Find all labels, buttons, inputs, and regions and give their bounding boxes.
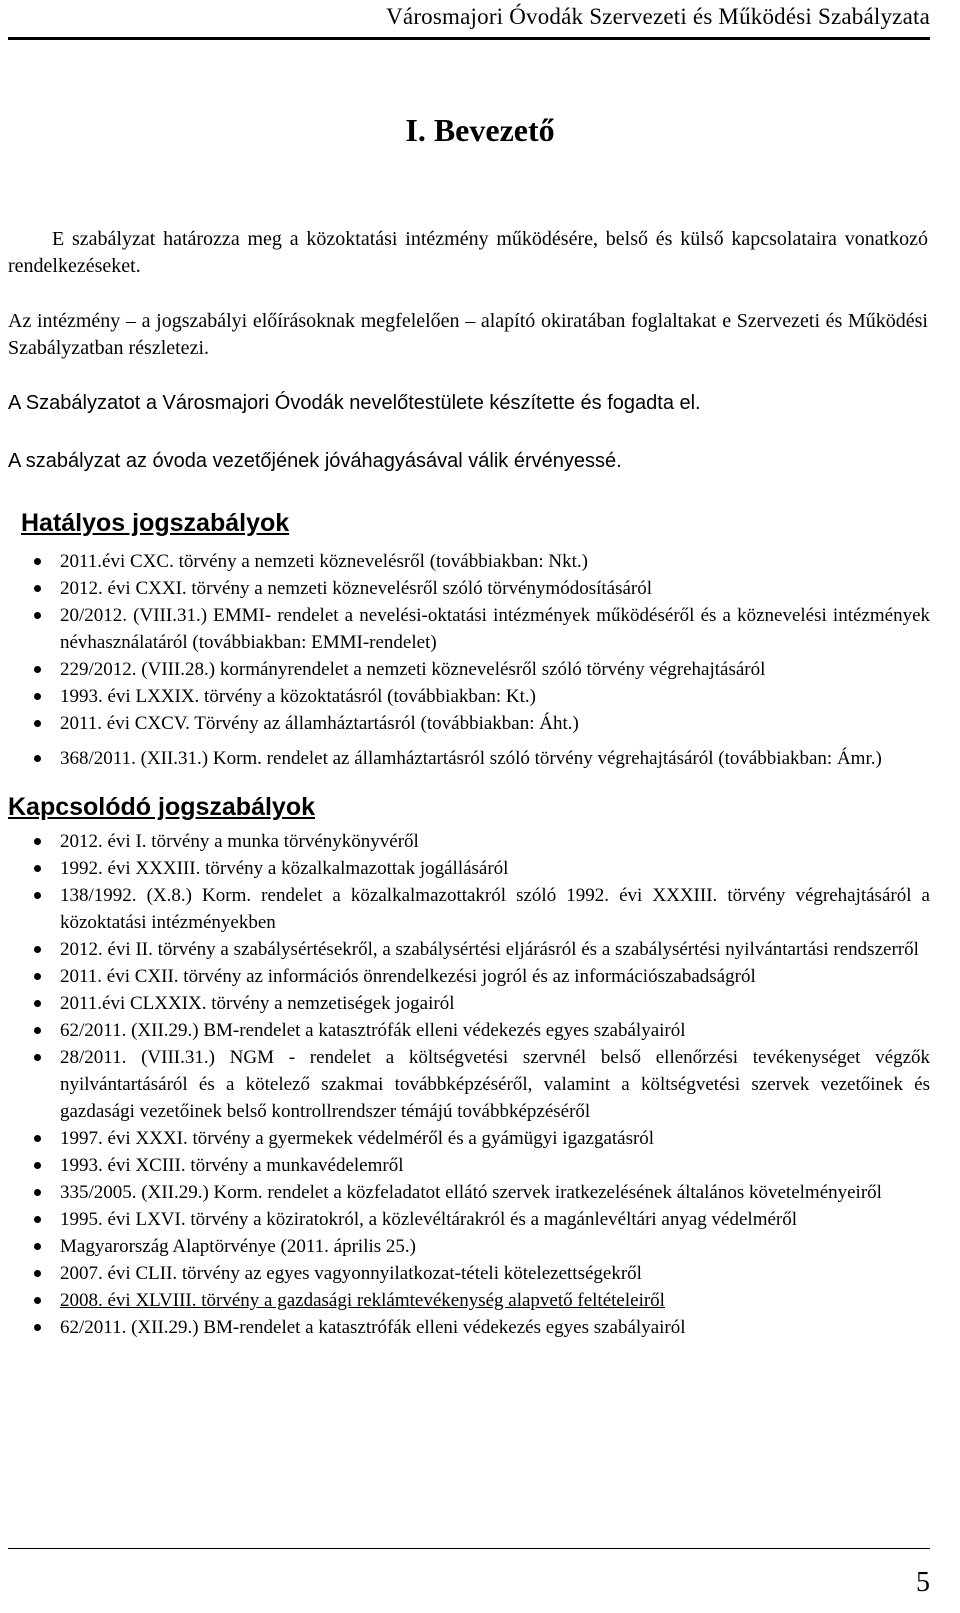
law-text: 2007. évi CLII. törvény az egyes vagyonnyilatkozat-tételi kötelezettségekről (60, 1263, 642, 1284)
law-text: 2011. évi CXCV. Törvény az államháztartásról (továbbiakban: Áht.) (60, 713, 579, 734)
running-header: Városmajori Óvodák Szervezeti és Működési Szabályzata (386, 4, 930, 29)
detail-paragraph: Az intézmény – a jogszabályi előírásoknak megfelelően – alapító okiratában foglaltakat e Szervezeti és Működési Szabályzatban részletezi. (8, 310, 928, 359)
list-item (8, 936, 930, 963)
list-item (8, 575, 930, 602)
list-item (8, 1206, 930, 1233)
bullet-icon (34, 973, 41, 980)
law-text: Magyarország Alaptörvénye (2011. április 25.) (60, 1236, 416, 1257)
header-divider (8, 37, 930, 40)
list-item (8, 1125, 930, 1152)
bullet-icon (34, 585, 41, 592)
bullet-icon (34, 1135, 41, 1142)
related-laws-heading: Kapcsolódó jogszabályok (8, 793, 316, 821)
bullet-icon (34, 558, 41, 565)
bullet-icon (34, 666, 41, 673)
bullet-icon (34, 1162, 41, 1169)
bullet-icon (34, 946, 41, 953)
law-text: 1995. évi LXVI. törvény a köziratokról, a közlevéltárakról és a magánlevéltári anyag védelméről (60, 1209, 798, 1230)
law-text: 2011.évi CXC. törvény a nemzeti köznevelésről (továbbiakban: Nkt.) (60, 551, 588, 572)
law-text: 1992. évi XXXIII. törvény a közalkalmazottak jogállásáról (60, 858, 509, 879)
list-item (8, 656, 930, 683)
list-item (8, 602, 930, 656)
page-number: 5 (916, 1567, 930, 1598)
law-text: 2012. évi I. törvény a munka törvénykönyvéről (60, 831, 419, 852)
law-text: 1997. évi XXXI. törvény a gyermekek védelméről és a gyámügyi igazgatásról (60, 1128, 655, 1149)
bullet-icon (34, 755, 41, 762)
bullet-icon (34, 838, 41, 845)
law-text: 62/2011. (XII.29.) BM-rendelet a katasztrófák elleni védekezés egyes szabályairól (60, 1020, 686, 1041)
list-item (8, 1152, 930, 1179)
valid-laws-list (8, 548, 930, 772)
list-item (8, 1287, 930, 1314)
list-item (8, 882, 930, 936)
validity-paragraph: A szabályzat az óvoda vezetőjének jóváhagyásával válik érvényessé. (8, 450, 622, 472)
bullet-icon (34, 720, 41, 727)
bullet-icon (34, 1324, 41, 1331)
list-item (8, 710, 930, 737)
list-item (8, 963, 930, 990)
footer-divider (8, 1548, 930, 1549)
list-item (8, 828, 930, 855)
bullet-icon (34, 1054, 41, 1061)
law-text: 229/2012. (VIII.28.) kormányrendelet a nemzeti köznevelésről szóló törvény végrehajtásáról (60, 659, 766, 680)
bullet-icon (34, 693, 41, 700)
list-item (8, 1260, 930, 1287)
law-text: 1993. évi LXXIX. törvény a közoktatásról (továbbiakban: Kt.) (60, 686, 536, 707)
law-text: 2008. évi XLVIII. törvény a gazdasági reklámtevékenység alapvető feltételeiről (60, 1290, 665, 1311)
bullet-icon (34, 1297, 41, 1304)
law-text: 20/2012. (VIII.31.) EMMI- rendelet a nevelési-oktatási intézmények működéséről és a köznevelési intézmények névhasználatáról (továbbiakban: EMMI-rendelet) (60, 605, 930, 653)
list-item (8, 683, 930, 710)
related-laws-list (8, 828, 930, 1341)
intro-paragraph: E szabályzat határozza meg a közoktatási intézmény működésére, belső és külső kapcsolataira vonatkozó rendelkezéseket. (8, 228, 928, 277)
law-text: 1993. évi XCIII. törvény a munkavédelemről (60, 1155, 404, 1176)
law-text: 368/2011. (XII.31.) Korm. rendelet az államháztartásról szóló törvény végrehajtásáról (továbbiakban: Ámr.) (60, 748, 882, 769)
list-item (8, 1233, 930, 1260)
law-text: 2011.évi CLXXIX. törvény a nemzetiségek jogairól (60, 993, 455, 1014)
list-item (8, 855, 930, 882)
law-text: 28/2011. (VIII.31.) NGM - rendelet a költségvetési szervnél belső ellenőrzési tevékenységet végzők nyilvántartásáról és a kötelező szakmai továbbképzéséről, valamint a költségvetési szervek vezetőinek és gazdasági vezetőinek belső kontrollrendszer témájú továbbképzéséről (60, 1047, 930, 1122)
list-item (8, 548, 930, 575)
list-item (8, 1044, 930, 1125)
law-text: 62/2011. (XII.29.) BM-rendelet a katasztrófák elleni védekezés egyes szabályairól (60, 1317, 686, 1338)
adopted-paragraph: A Szabályzatot a Városmajori Óvodák nevelőtestülete készítette és fogadta el. (8, 392, 701, 414)
law-text: 2012. évi II. törvény a szabálysértésekről, a szabálysértési eljárásról és a szabálysértési nyilvántartási rendszerről (60, 939, 919, 960)
list-item (8, 1314, 930, 1341)
bullet-icon (34, 1027, 41, 1034)
law-text: 2011. évi CXII. törvény az információs önrendelkezési jogról és az információszabadságról (60, 966, 756, 987)
list-item (8, 1179, 930, 1206)
bullet-icon (34, 865, 41, 872)
list-item (8, 990, 930, 1017)
law-text: 2012. évi CXXI. törvény a nemzeti köznevelésről szóló törvénymódosításáról (60, 578, 653, 599)
bullet-icon (34, 1216, 41, 1223)
bullet-icon (34, 1270, 41, 1277)
bullet-icon (34, 1243, 41, 1250)
law-text: 335/2005. (XII.29.) Korm. rendelet a közfeladatot ellátó szervek iratkezelésének általános követelményeiről (60, 1182, 882, 1203)
bullet-icon (34, 892, 41, 899)
bullet-icon (34, 1000, 41, 1007)
law-text: 138/1992. (X.8.) Korm. rendelet a közalkalmazottakról szóló 1992. évi XXXIII. törvény végrehajtásáról a közoktatási intézményekben (60, 885, 930, 933)
bullet-icon (34, 1189, 41, 1196)
section-title: I. Bevezető (405, 112, 555, 148)
list-item (8, 745, 930, 772)
list-item (8, 1017, 930, 1044)
valid-laws-heading: Hatályos jogszabályok (21, 509, 290, 537)
bullet-icon (34, 612, 41, 619)
